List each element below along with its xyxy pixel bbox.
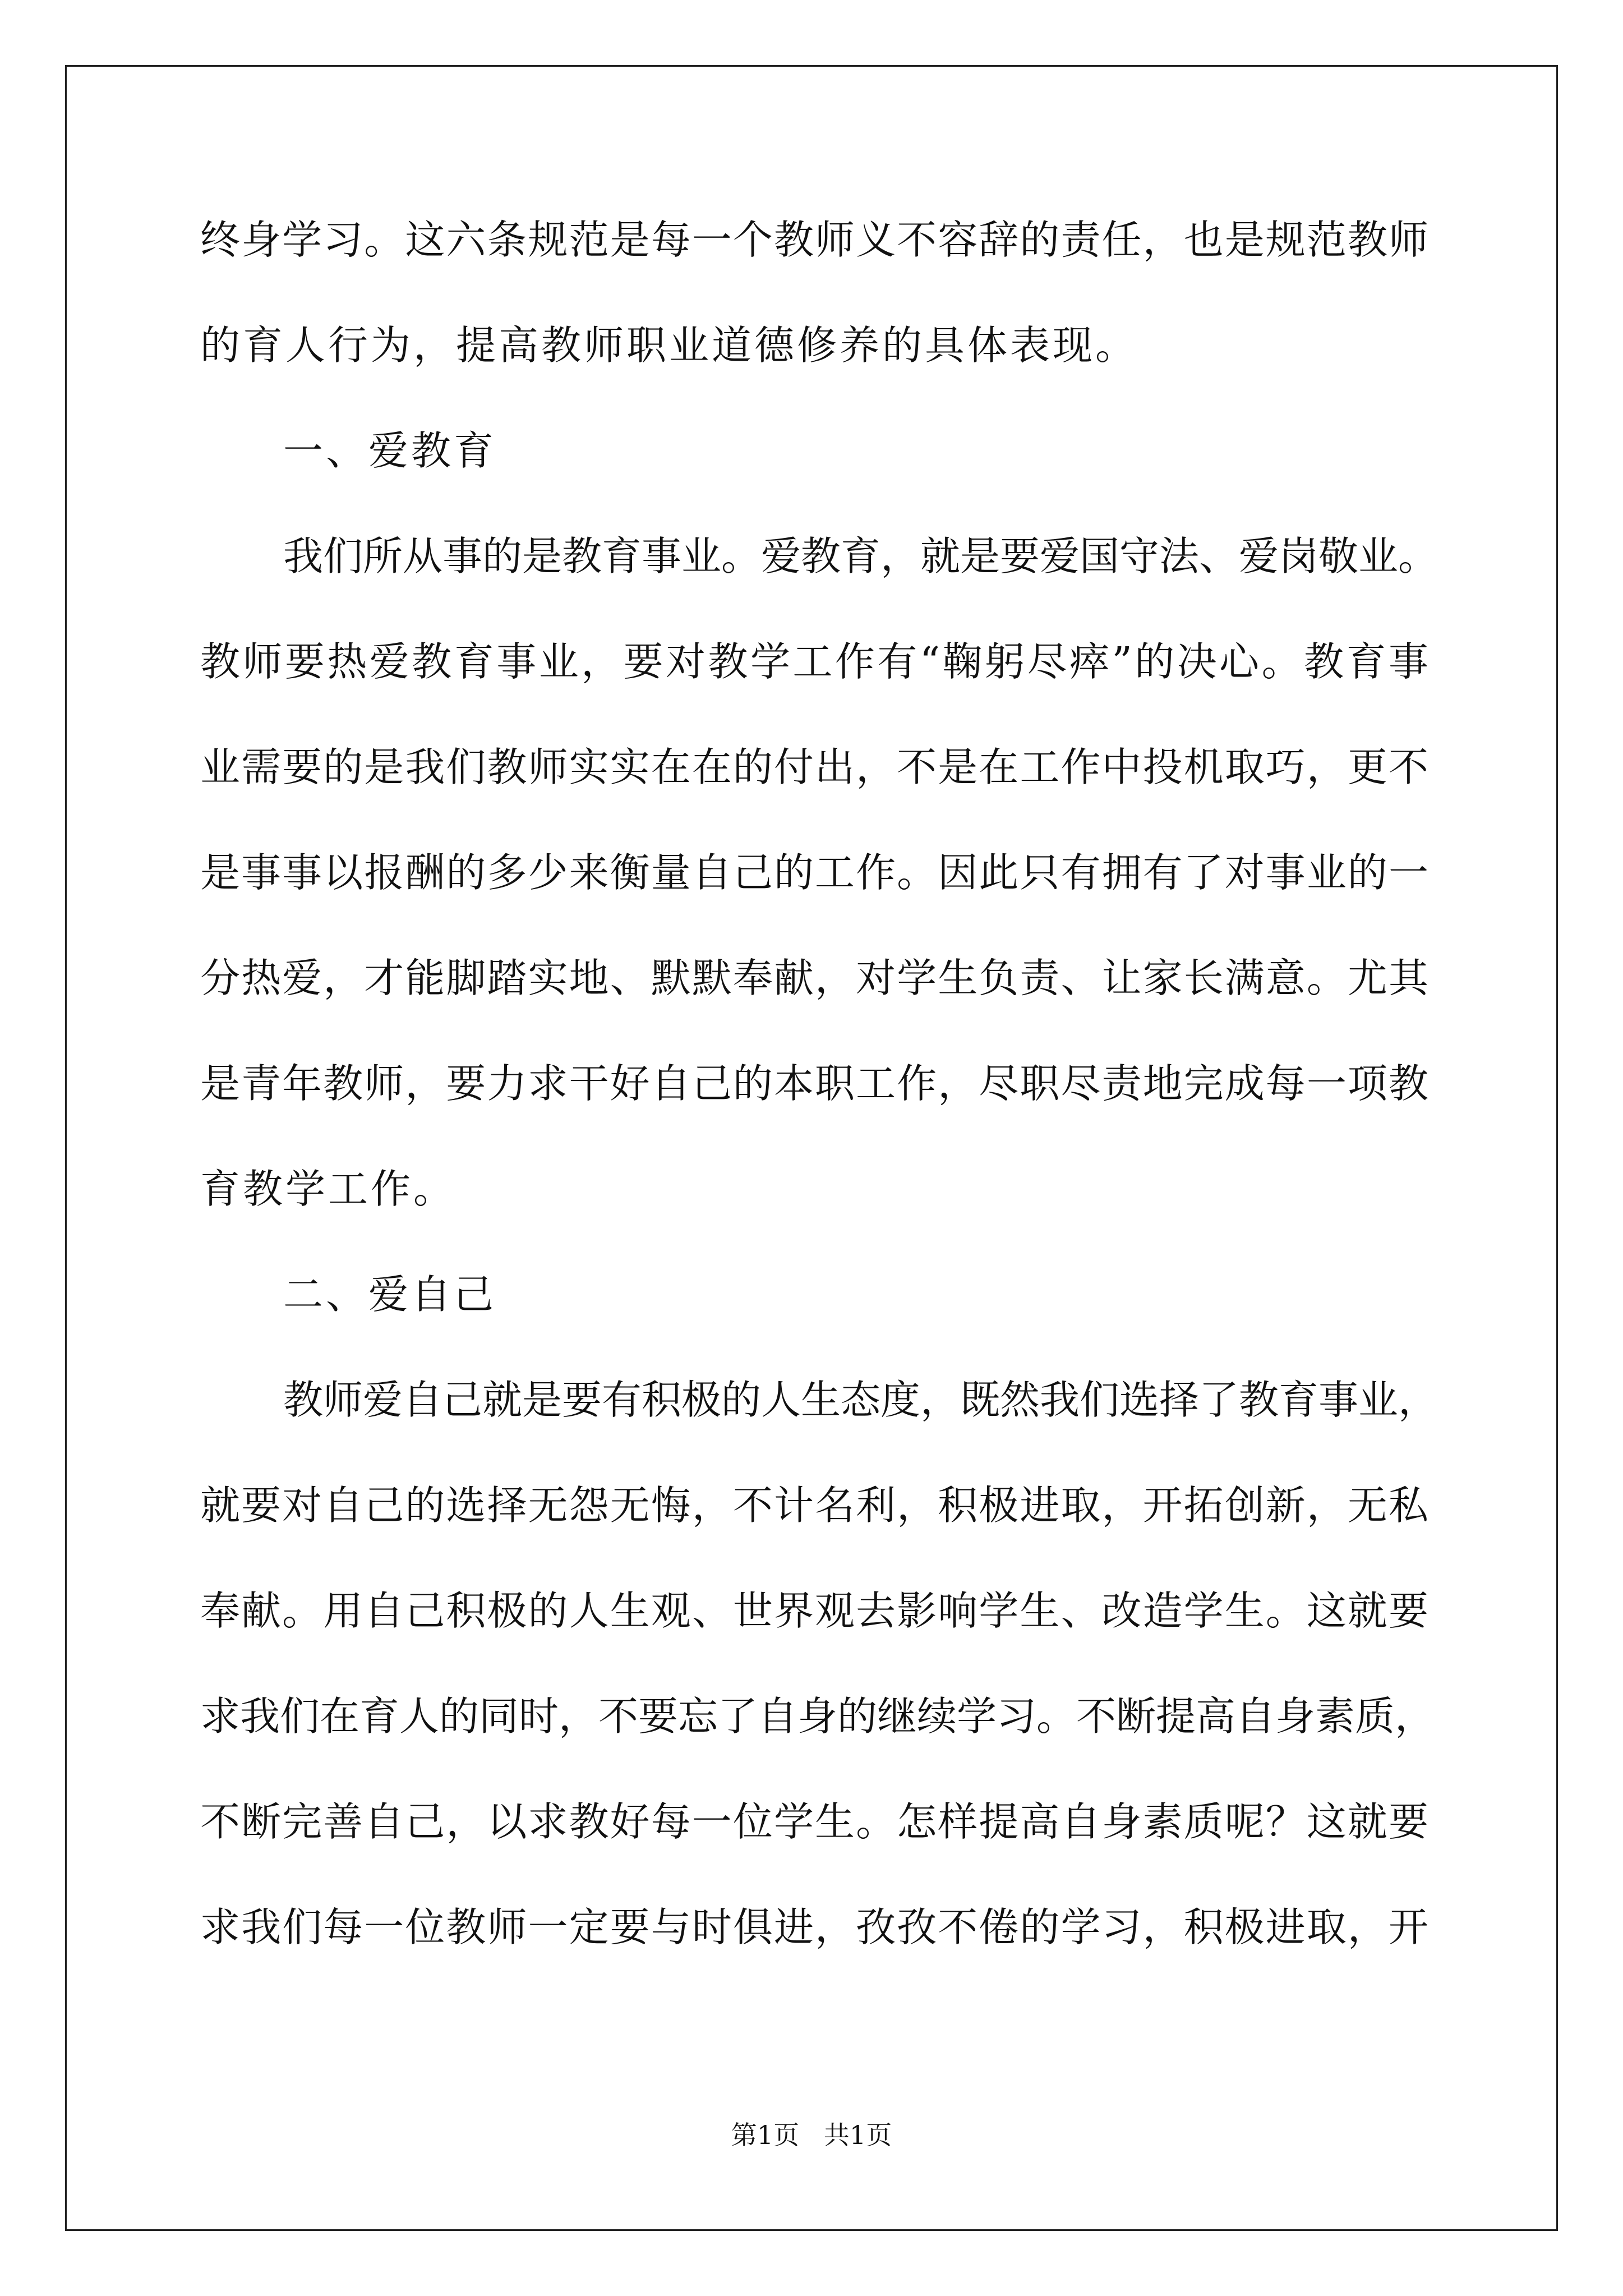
- text-line: 业需要的是我们教师实实在在的付出，不是在工作中投机取巧，更不: [200, 744, 1428, 790]
- text-line: 我们所从事的是教育事业。爱教育，就是要爱国守法、爱岗敬业。: [283, 533, 1438, 579]
- text-line: 教师爱自己就是要有积极的人生态度，既然我们选择了教育事业，: [283, 1377, 1438, 1423]
- section-heading: 二、爱自己: [283, 1271, 497, 1318]
- text-line: 不断完善自己，以求教好每一位学生。怎样提高自身素质呢？这就要: [200, 1798, 1428, 1845]
- page-number: 第1页 共1页: [731, 2120, 892, 2150]
- text-line: 是青年教师，要力求干好自己的本职工作，尽职尽责地完成每一项教: [200, 1060, 1428, 1107]
- text-line: 就要对自己的选择无怨无悔，不计名利，积极进取，开拓创新，无私: [200, 1482, 1428, 1529]
- document-body: [200, 213, 1438, 2006]
- text-line: 求我们在育人的同时，不要忘了自身的继续学习。不断提高自身素质，: [200, 1693, 1435, 1740]
- text-line: 分热爱，才能脚踏实地、默默奉献，对学生负责、让家长满意。尤其: [200, 955, 1428, 1001]
- text-line: 求我们每一位教师一定要与时俱进，孜孜不倦的学习，积极进取，开: [200, 1904, 1428, 1950]
- section-heading: 一、爱教育: [283, 427, 497, 474]
- text-line: 奉献。用自己积极的人生观、世界观去影响学生、改造学生。这就要: [200, 1588, 1428, 1634]
- text-line: 的育人行为，提高教师职业道德修养的具体表现。: [200, 322, 1138, 369]
- text-line: 终身学习。这六条规范是每一个教师义不容辞的责任，也是规范教师: [200, 217, 1428, 263]
- text-line: 是事事以报酬的多少来衡量自己的工作。因此只有拥有了对事业的一: [200, 849, 1428, 896]
- text-line: 教师要热爱教育事业，要对教学工作有“鞠躬尽瘁”的决心。教育事: [200, 638, 1428, 685]
- text-line: 育教学工作。: [200, 1166, 457, 1212]
- page-footer: [0, 2115, 1623, 2152]
